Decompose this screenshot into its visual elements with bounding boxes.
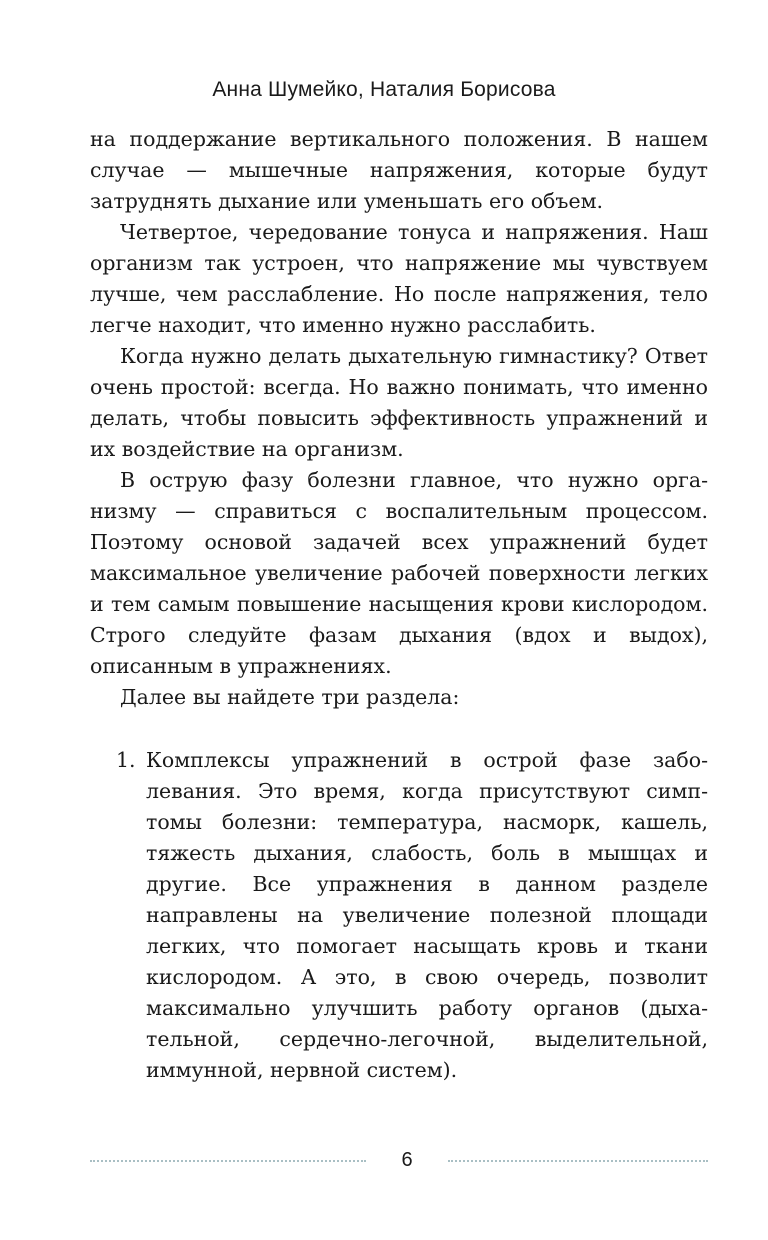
paragraph: В острую фазу болезни главное, что нужно организму — справиться с воспалительным процессом. Поэтому основой задачей всех упражнений будет максимальное увеличение рабочей поверхности легких и тем самым повышение насыщения крови кислородом. Строго следуйте фазам дыхания (вдох и выдох), описанным в упражнениях. <box>90 468 708 678</box>
paragraph: на поддержание вертикального положения. В нашем случае — мышечные напряжения, которые будут затруднять дыхание или уменьшать его объем. <box>90 127 708 213</box>
page-number: 6 <box>401 1149 413 1171</box>
footer-rule-left <box>90 1160 366 1162</box>
running-header: Анна Шумейко, Наталия Борисова <box>212 78 556 101</box>
paragraph: Четвертое, чередование тонуса и напряжения. Наш организм так устроен, что напряжение мы чувствуем лучше, чем расслабление. Но после напряжения, тело легче находит, что именно нужно расслабить. <box>90 220 708 337</box>
paragraph: Далее вы найдете три раздела: <box>120 685 460 709</box>
paragraph: Когда нужно делать дыхательную гимнастику? Ответ очень простой: всегда. Но важно понимать, что именно делать, чтобы повысить эффективность упражнений и их воздействие на организм. <box>90 344 708 461</box>
list-item <box>90 745 708 1086</box>
list-item-number: 1. <box>116 748 136 772</box>
body-text <box>90 124 708 1086</box>
page-footer <box>90 1145 708 1175</box>
numbered-list <box>90 745 708 1086</box>
list-item-text: Комплексы упражнений в острой фазе заболевания. Это время, когда присутствуют симптомы болезни: температура, насморк, кашель, тяжесть дыхания, слабость, боль в мышцах и другие. Все упражнения в данном разделе направлены на увеличение полезной площади легких, что помогает насыщать кровь и ткани кислородом. А это, в свою очередь, позволит максимально улучшить работу органов (дыхательной, сердечно-легочной, выделительной, иммунной, нервной систем). <box>146 748 708 1082</box>
footer-rule-right <box>448 1160 708 1162</box>
